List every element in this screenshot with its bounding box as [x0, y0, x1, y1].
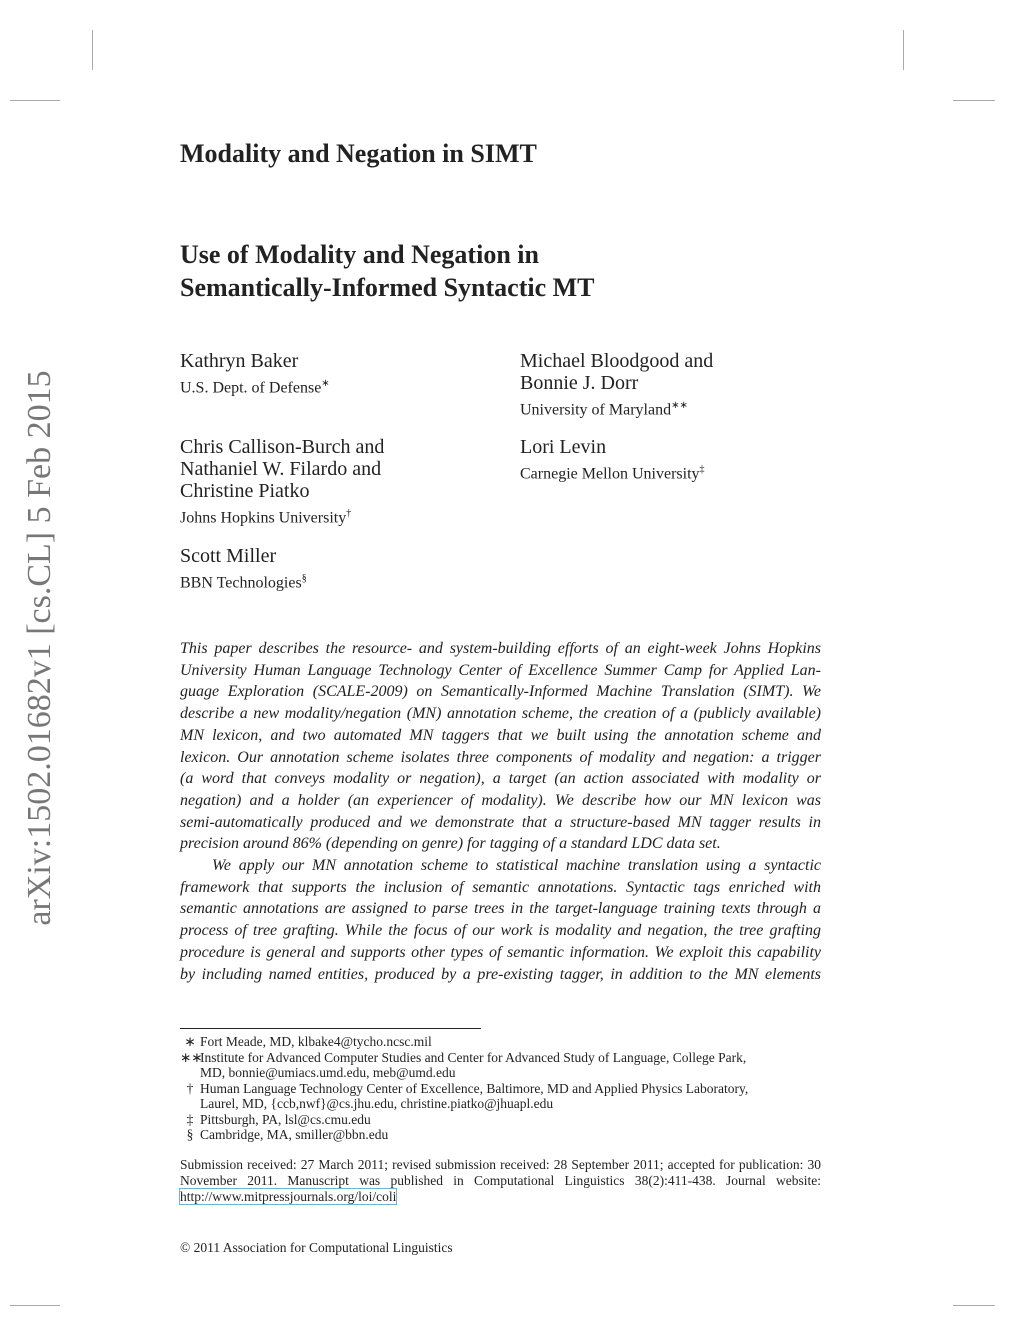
footnote: Laurel, MD, {ccb,nwf}@cs.jhu.edu, christine.piatko@jhuapl.edu: [200, 1096, 554, 1111]
abstract-line: semi-automatically produced and we demonstrate that a structure-based MN tagger results in: [180, 813, 821, 831]
footnote: ∗ Fort Meade, MD, klbake4@tycho.ncsc.mil: [184, 1034, 432, 1049]
author-affiliation: BBN Technologies§: [180, 573, 307, 592]
abstract-line: University Human Language Technology Center of Excellence Summer Camp for Applied Lan-: [180, 661, 821, 679]
author-name: Scott Miller: [180, 545, 277, 567]
author-name: Kathryn Baker: [180, 350, 299, 372]
crop-mark: [10, 1305, 60, 1306]
author-name: Christine Piatko: [180, 480, 310, 502]
abstract-line: by including named entities, produced by a pre-existing tagger, in addition to the MN elements: [180, 965, 821, 983]
author-name: Bonnie J. Dorr: [520, 372, 639, 394]
abstract-line: This paper describes the resource- and system-building efforts of an eight-week Johns Hopkins: [180, 640, 821, 657]
abstract-line: process of tree grafting. While the focus of our work is modality and negation, the tree grafting: [180, 922, 821, 940]
submission-note: Submission received: 27 March 2011; revised submission received: 28 September 2011; accepted for publication: 30 November 2011. Manuscript was published in Computational Linguistics 38(2):411-438. Journal website: http://www.mitpressjournals.org/loi/coli: [180, 1157, 821, 1204]
abstract-line: procedure is general and supports other types of semantic information. We exploit this capability: [180, 943, 821, 961]
title-line: Semantically-Informed Syntactic MT: [180, 273, 595, 302]
author-affiliation: Carnegie Mellon University‡: [520, 464, 705, 483]
abstract-line: (a word that conveys modality or negation), a target (an action associated with modality or: [180, 770, 821, 788]
crop-mark: [953, 1305, 995, 1306]
crop-mark: [92, 30, 93, 70]
footnotes: [180, 1034, 820, 1143]
author-affiliation: Johns Hopkins University†: [180, 508, 352, 527]
author-block: [520, 436, 705, 485]
abstract-line: semantic annotations are assigned to parse trees in the target-language training texts through a: [180, 900, 821, 918]
copyright: © 2011 Association for Computational Linguistics: [180, 1240, 453, 1255]
title-line: Use of Modality and Negation in: [180, 240, 539, 269]
author-block: [180, 436, 384, 529]
abstract-line: negation) and a holder (an experiencer of modality). We describe how our MN lexicon was: [180, 791, 821, 809]
arxiv-stamp: arXiv:1502.01682v1 [cs.CL] 5 Feb 2015: [21, 370, 58, 926]
abstract: [180, 638, 821, 985]
footnote: † Human Language Technology Center of Excellence, Baltimore, MD and Applied Physics Laboratory,: [186, 1080, 749, 1096]
abstract-line: We apply our MN annotation scheme to statistical machine translation using a syntactic: [212, 857, 821, 875]
author-block: [180, 545, 307, 594]
running-title: Modality and Negation in SIMT: [180, 139, 537, 168]
abstract-line: MN lexicon, and two automated MN taggers that we built using the annotation scheme and: [180, 726, 821, 744]
author-block: [180, 350, 330, 399]
abstract-line: precision around 86% (depending on genre) for tagging of a standard LDC data set.: [180, 835, 721, 853]
author-name: Chris Callison-Burch and: [180, 436, 385, 458]
abstract-line: guage Exploration (SCALE-2009) on Semantically-Informed Machine Translation (SIMT). We: [180, 683, 821, 701]
crop-mark: [903, 30, 904, 70]
footnote: ‡ Pittsburgh, PA, lsl@cs.cmu.edu: [186, 1111, 371, 1127]
author-name: Michael Bloodgood and: [520, 350, 714, 372]
footnote: § Cambridge, MA, smiller@bbn.edu: [186, 1127, 389, 1142]
paper-title: [180, 238, 595, 304]
author-affiliation: University of Maryland∗∗: [520, 400, 688, 419]
author-name: Lori Levin: [520, 436, 607, 458]
author-name: Nathaniel W. Filardo and: [180, 458, 382, 480]
footnote: MD, bonnie@umiacs.umd.edu, meb@umd.edu: [200, 1065, 456, 1080]
abstract-line: describe a new modality/negation (MN) annotation scheme, the creation of a (publicly available): [180, 705, 821, 723]
crop-mark: [10, 100, 60, 101]
author-affiliation: U.S. Dept. of Defense∗: [180, 378, 330, 397]
journal-link[interactable]: http://www.mitpressjournals.org/loi/coli: [180, 1189, 397, 1204]
crop-mark: [953, 100, 995, 101]
abstract-line: framework that supports the inclusion of semantic annotations. Syntactic tags enriched with: [180, 878, 821, 896]
footnote-rule: [180, 1028, 481, 1029]
footnote: ∗∗ Institute for Advanced Computer Studies and Center for Advanced Study of Language, College Park,: [180, 1049, 747, 1065]
abstract-line: lexicon. Our annotation scheme isolates three components of modality and negation: a trigger: [180, 748, 821, 766]
author-block: [520, 350, 713, 421]
